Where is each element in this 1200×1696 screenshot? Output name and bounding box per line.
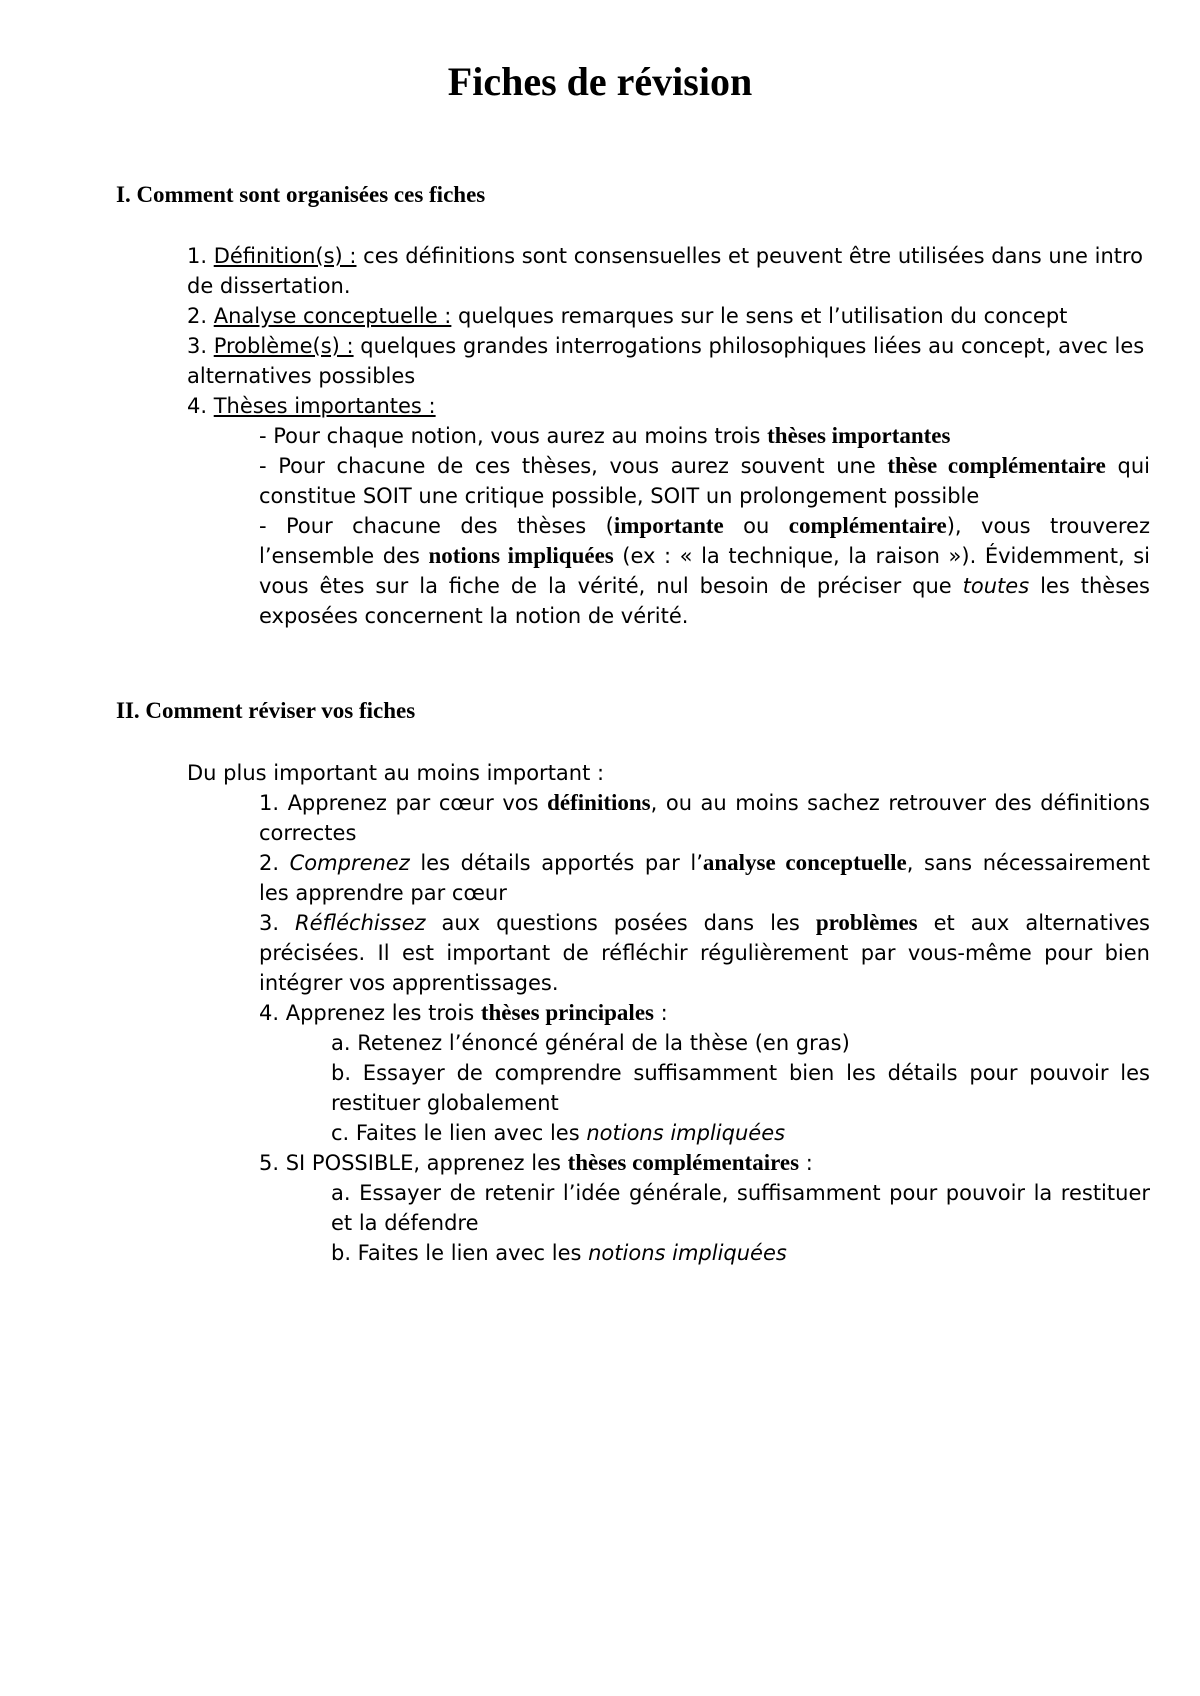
section1-heading: I. Comment sont organisées ces fiches: [116, 182, 486, 207]
sub-item: a. Retenez l’énoncé général de la thèse (en gras): [331, 1031, 850, 1055]
item-number: 3.: [187, 334, 214, 358]
step-item: 4. Apprenez les trois thèses principales :: [259, 1000, 668, 1025]
sub-item: b. Essayer de comprendre suffisamment bien les détails pour pouvoir les restituer globalement: [331, 1061, 1150, 1115]
item-text: quelques remarques sur le sens et l’utilisation du concept: [451, 304, 1068, 328]
step5: [259, 1148, 1150, 1178]
item-label: Analyse conceptuelle :: [213, 304, 452, 328]
step5-subitems: [331, 1178, 1150, 1268]
sub-item: c. Faites le lien avec les notions impliquées: [331, 1121, 786, 1145]
item-label: Thèses importantes :: [213, 394, 436, 418]
item-number: 2.: [187, 304, 214, 328]
theses-bullets: [259, 421, 1150, 631]
intro-text: Du plus important au moins important :: [187, 761, 605, 785]
sub-item: b. Faites le lien avec les notions impliquées: [331, 1241, 787, 1265]
item-text: ces définitions sont consensuelles et peuvent être utilisées dans une intro de dissertation.: [187, 244, 1144, 298]
item-number: 1.: [187, 244, 214, 268]
item-theses: [187, 391, 1150, 421]
step-item: 1. Apprenez par cœur vos définitions, ou au moins sachez retrouver des définitions correctes: [259, 790, 1151, 845]
revision-steps: [259, 788, 1150, 1028]
bullet-item: - Pour chacune de ces thèses, vous aurez souvent une thèse complémentaire qui constitue SOIT une critique possible, SOIT un prolongement possible: [259, 453, 1150, 508]
page-title: Fiches de révision: [447, 59, 753, 104]
section2-heading: II. Comment réviser vos fiches: [116, 698, 416, 723]
item-label: Définition(s) :: [213, 244, 357, 268]
section1-items: [187, 241, 1150, 421]
section2-intro: [187, 758, 1150, 788]
sub-item: a. Essayer de retenir l’idée générale, suffisamment pour pouvoir la restituer et la défendre: [331, 1181, 1150, 1235]
item-label: Problème(s) :: [213, 334, 354, 358]
step-item: 3. Réfléchissez aux questions posées dans les problèmes et aux alternatives précisées. Il est important de réfléchir régulièrement par vous-même pour bien intégrer vos apprentissages.: [259, 910, 1150, 995]
item-definition: [187, 241, 1150, 301]
item-text: quelques grandes interrogations philosophiques liées au concept, avec les alternatives possibles: [187, 334, 1145, 388]
bullet-item: - Pour chaque notion, vous aurez au moins trois thèses importantes: [259, 423, 951, 448]
item-number: 4.: [187, 394, 214, 418]
step-item: 5. SI POSSIBLE, apprenez les thèses complémentaires :: [259, 1150, 813, 1175]
bullet-item: - Pour chacune des thèses (importante ou complémentaire), vous trouverez l’ensemble des notions impliquées (ex : « la technique, la raison »). Évidemment, si vous êtes sur la fiche de la vérité, nul besoin de préciser que toutes les thèses exposées concernent la notion de vérité.: [259, 513, 1151, 628]
item-analyse: [187, 301, 1150, 331]
item-probleme: [187, 331, 1150, 391]
step4-subitems: [331, 1028, 1150, 1148]
step-item: 2. Comprenez les détails apportés par l’analyse conceptuelle, sans nécessairement les apprendre par cœur: [259, 850, 1150, 905]
